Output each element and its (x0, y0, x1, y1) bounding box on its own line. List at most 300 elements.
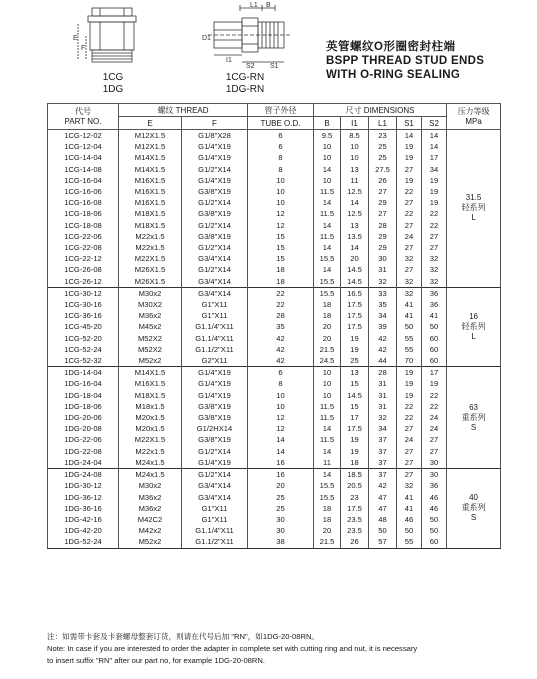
table-cell: 41 (397, 492, 422, 503)
table-cell: 46 (397, 514, 422, 525)
table-cell: 15 (248, 231, 314, 242)
table-cell: 12 (248, 208, 314, 219)
table-cell: G1/4"X19 (182, 378, 248, 389)
table-cell: 48 (369, 514, 397, 525)
table-cell: 39 (369, 321, 397, 332)
pressure-rating-cell (447, 469, 501, 548)
table-cell: M22X1.5 (119, 253, 182, 264)
table-cell: M24x1.5 (119, 457, 182, 469)
table-cell: 30 (422, 469, 447, 481)
table-cell: M52X2 (119, 344, 182, 355)
table-cell: 13 (341, 220, 369, 231)
table-cell: G3/4"X14 (182, 287, 248, 299)
table-cell: 57 (369, 536, 397, 548)
header-s1: S1 (397, 117, 422, 130)
table-cell: 36 (422, 287, 447, 299)
table-row (48, 130, 501, 142)
caption-1dg: 1DG (102, 84, 124, 95)
table-cell: 1DG-52-24 (48, 536, 119, 548)
table-cell: 55 (397, 333, 422, 344)
pressure-rating-cell (447, 367, 501, 469)
table-row (48, 276, 501, 288)
table-cell: 32 (422, 253, 447, 264)
table-cell: G1.1/2"X11 (182, 344, 248, 355)
table-cell: 41 (422, 310, 447, 321)
table-cell: 27 (397, 264, 422, 275)
table-cell: M30x2 (119, 287, 182, 299)
table-cell: 14.5 (341, 276, 369, 288)
table-cell: M22x1.5 (119, 446, 182, 457)
table-cell: 19 (397, 378, 422, 389)
table-cell: 37 (369, 457, 397, 469)
table-cell: 16.5 (341, 287, 369, 299)
table-cell: G1/4"X19 (182, 390, 248, 401)
label-i1: I1 (226, 57, 232, 64)
pressure-rating-line: 重系列 (461, 503, 486, 513)
table-cell: 12 (248, 423, 314, 434)
table-row (48, 536, 501, 548)
table-cell: 22 (397, 186, 422, 197)
pressure-rating-line: S (470, 513, 477, 523)
table-cell: M22X1.5 (119, 434, 182, 445)
table-cell: 1CG-14-04 (48, 152, 119, 163)
table-cell: G1/4"X19 (182, 152, 248, 163)
table-cell: 27 (422, 434, 447, 445)
table-row (48, 525, 501, 536)
table-cell: 18.5 (341, 469, 369, 481)
table-cell: 42 (248, 355, 314, 367)
table-cell: 20 (314, 333, 341, 344)
table-cell: M18X1.5 (119, 208, 182, 219)
table-cell: G1/4"X19 (182, 141, 248, 152)
table-cell: 15.5 (314, 253, 341, 264)
table-cell: G2"X11 (182, 355, 248, 367)
table-cell: 22 (422, 401, 447, 412)
table-cell: G3/4"X14 (182, 492, 248, 503)
pressure-rating-line: 轻系列 (461, 322, 486, 332)
table-cell: M26X1.5 (119, 276, 182, 288)
header-part-cn: 代号 (75, 106, 91, 116)
table-cell: 15 (341, 401, 369, 412)
table-cell: 1DG-16-04 (48, 378, 119, 389)
table-cell: 42 (369, 344, 397, 355)
table-cell: 1CG-30-12 (48, 287, 119, 299)
table-cell: 60 (422, 333, 447, 344)
table-cell: 23 (369, 130, 397, 142)
table-cell: G1/2"X14 (182, 446, 248, 457)
table-cell: 25 (341, 355, 369, 367)
table-cell: 20 (248, 480, 314, 491)
table-cell: 27 (397, 164, 422, 175)
table-cell: G1.1/4"X11 (182, 321, 248, 332)
pressure-rating-line: L (471, 332, 476, 342)
table-cell: 17 (422, 367, 447, 379)
table-cell: 14 (314, 264, 341, 275)
header-mpa: MPa (465, 116, 482, 126)
table-cell: 32 (397, 287, 422, 299)
table-cell: 30 (369, 253, 397, 264)
table-row (48, 423, 501, 434)
table-cell: 19 (341, 333, 369, 344)
table-cell: 23.5 (341, 525, 369, 536)
table-cell: 1CG-22-12 (48, 253, 119, 264)
header-b: B (314, 117, 341, 130)
table-cell: 25 (248, 492, 314, 503)
table-cell: 55 (397, 344, 422, 355)
table-cell: G3/8"X19 (182, 434, 248, 445)
table-cell: 20 (314, 321, 341, 332)
table-cell: 1CG-22-06 (48, 231, 119, 242)
table-cell: 14 (341, 242, 369, 253)
table-row (48, 321, 501, 332)
pressure-rating-line: S (470, 422, 477, 432)
table-cell: 14 (248, 434, 314, 445)
table-cell: 47 (369, 503, 397, 514)
table-cell: 37 (369, 434, 397, 445)
table-cell: 21.5 (314, 344, 341, 355)
table-cell: 1CG-14-08 (48, 164, 119, 175)
table-row (48, 378, 501, 389)
table-row (48, 287, 501, 299)
table-cell: 10 (248, 175, 314, 186)
label-s2: S2 (246, 63, 255, 70)
table-cell: 38 (248, 536, 314, 548)
table-row (48, 208, 501, 219)
table-cell: 42 (248, 333, 314, 344)
table-cell: 33 (369, 287, 397, 299)
table-cell: 29 (369, 197, 397, 208)
table-cell: 10 (341, 141, 369, 152)
table-cell: 14 (314, 220, 341, 231)
table-cell: 10 (248, 186, 314, 197)
table-cell: 10 (248, 401, 314, 412)
table-cell: 31 (369, 401, 397, 412)
table-cell: 36 (422, 480, 447, 491)
table-cell: 31 (369, 264, 397, 275)
table-cell: 27 (369, 208, 397, 219)
table-cell: 14 (314, 423, 341, 434)
table-cell: 17.5 (341, 503, 369, 514)
table-cell: 32 (422, 276, 447, 288)
table-cell: 35 (248, 321, 314, 332)
table-cell: M18X1.5 (119, 390, 182, 401)
caption-1cg-rn: 1CG-RN (225, 72, 265, 83)
header-tube-od: TUBE O.D. (248, 117, 314, 130)
header-pressure-cn: 压力等级 (457, 106, 490, 116)
table-cell: 14 (341, 197, 369, 208)
table-cell: 8 (248, 152, 314, 163)
table-body (48, 130, 501, 549)
table-cell: G3/4"X14 (182, 253, 248, 264)
table-cell: G1/2HX14 (182, 423, 248, 434)
table-cell: 19 (422, 378, 447, 389)
table-cell: 21.5 (314, 536, 341, 548)
table-cell: 10 (248, 197, 314, 208)
table-cell: 15.5 (314, 287, 341, 299)
table-cell: 6 (248, 141, 314, 152)
table-cell: M36x2 (119, 310, 182, 321)
table-cell: M26X1.5 (119, 264, 182, 275)
table-cell: M52X2 (119, 333, 182, 344)
table-cell: 19 (397, 141, 422, 152)
table-cell: G1/2"X14 (182, 197, 248, 208)
table-cell: 1CG-22-08 (48, 242, 119, 253)
table-cell: 1CG-36-16 (48, 310, 119, 321)
table-cell: 11.5 (314, 231, 341, 242)
table-cell: 12.5 (341, 186, 369, 197)
table-row (48, 457, 501, 469)
table-cell: M36x2 (119, 503, 182, 514)
label-b: B (266, 2, 271, 9)
table-cell: 15 (341, 378, 369, 389)
table-row (48, 164, 501, 175)
table-cell: 17.5 (341, 299, 369, 310)
table-cell: 13 (341, 367, 369, 379)
table-cell: 18 (314, 503, 341, 514)
note-en-1: Note: In case if you are interested to order the adapter in complete set with cutting ring and nut, it is necessary (47, 644, 418, 653)
header-i1: I1 (341, 117, 369, 130)
table-cell: 19 (397, 390, 422, 401)
table-cell: 17 (341, 412, 369, 423)
table-cell: 1DG-30-12 (48, 480, 119, 491)
table-cell: 30 (248, 514, 314, 525)
table-cell: M18X1.5 (119, 220, 182, 231)
table-cell: M45x2 (119, 321, 182, 332)
table-cell: 42 (248, 344, 314, 355)
table-cell: 25 (369, 152, 397, 163)
table-row (48, 401, 501, 412)
table-cell: 11.5 (314, 412, 341, 423)
table-cell: M20x1.5 (119, 412, 182, 423)
table-cell: 24 (397, 434, 422, 445)
table-cell: 29 (369, 231, 397, 242)
table-cell: 16 (248, 457, 314, 469)
table-cell: M14X1.5 (119, 152, 182, 163)
table-cell: 47 (369, 492, 397, 503)
header-s2: S2 (422, 117, 447, 130)
table-cell: 19 (422, 175, 447, 186)
table-row (48, 434, 501, 445)
table-cell: 1DG-24-08 (48, 469, 119, 481)
table-cell: G1"X11 (182, 514, 248, 525)
table-cell: G3/4"X14 (182, 480, 248, 491)
pressure-rating-cell (447, 130, 501, 288)
table-cell: 1DG-22-06 (48, 434, 119, 445)
table-cell: 22 (248, 299, 314, 310)
table-row (48, 480, 501, 491)
table-row (48, 344, 501, 355)
table-cell: 22 (397, 208, 422, 219)
label-l1: L1 (250, 2, 258, 9)
table-cell: G1/2"X14 (182, 220, 248, 231)
label-s1: S1 (270, 63, 279, 70)
table-cell: 50 (422, 321, 447, 332)
table-cell: 18 (248, 264, 314, 275)
table-row (48, 367, 501, 379)
table-cell: 28 (369, 367, 397, 379)
table-cell: 19 (341, 446, 369, 457)
table-cell: 34 (422, 164, 447, 175)
table-cell: 31 (369, 378, 397, 389)
caption-1dg-rn: 1DG-RN (225, 84, 265, 95)
table-cell: 19 (397, 175, 422, 186)
table-cell: 1CG-26-08 (48, 264, 119, 275)
table-cell: 19 (397, 367, 422, 379)
table-cell: 1DG-42-20 (48, 525, 119, 536)
table-cell: 1DG-18-06 (48, 401, 119, 412)
table-cell: 28 (369, 220, 397, 231)
table-cell: 14 (314, 446, 341, 457)
table-cell: 27 (369, 186, 397, 197)
table-cell: 25 (248, 503, 314, 514)
table-cell: G1/4"X19 (182, 457, 248, 469)
table-cell: M42x2 (119, 525, 182, 536)
table-row (48, 152, 501, 163)
table-cell: 12 (248, 220, 314, 231)
table-cell: 32 (397, 253, 422, 264)
table-cell: 8 (248, 378, 314, 389)
table-cell: 60 (422, 536, 447, 548)
table-cell: 1DG-42-16 (48, 514, 119, 525)
table-cell: 26 (341, 536, 369, 548)
table-cell: 10 (314, 175, 341, 186)
table-cell: 8.5 (341, 130, 369, 142)
table-cell: 15.5 (314, 276, 341, 288)
table-cell: 12.5 (341, 208, 369, 219)
table-cell: G1/2"X14 (182, 242, 248, 253)
table-row (48, 141, 501, 152)
table-cell: 10 (314, 367, 341, 379)
table-cell: M16X1.5 (119, 186, 182, 197)
title-en-1: BSPP THREAD STUD ENDS (326, 55, 485, 67)
header-l1: L1 (369, 117, 397, 130)
table-cell: G1/8"X28 (182, 130, 248, 142)
table-cell: 17.5 (341, 321, 369, 332)
table-cell: 15.5 (314, 480, 341, 491)
left-caption (78, 72, 148, 96)
table-cell: M16X1.5 (119, 175, 182, 186)
table-cell: 20.5 (341, 480, 369, 491)
table-row (48, 253, 501, 264)
pressure-rating-line: L (471, 213, 476, 223)
table-cell: 19 (341, 434, 369, 445)
table-cell: 1DG-22-08 (48, 446, 119, 457)
table-cell: 24.5 (314, 355, 341, 367)
table-cell: G1"X11 (182, 299, 248, 310)
table-cell: 22 (397, 412, 422, 423)
table-row (48, 197, 501, 208)
table-cell: 29 (369, 242, 397, 253)
label-f: F (81, 45, 86, 52)
table-cell: 41 (397, 310, 422, 321)
table-cell: 10 (314, 152, 341, 163)
table-row (48, 175, 501, 186)
table-row (48, 514, 501, 525)
pressure-rating-cell (447, 287, 501, 366)
table-cell: 46 (422, 492, 447, 503)
table-cell: 34 (369, 310, 397, 321)
table-cell: M12X1.5 (119, 130, 182, 142)
header-dimensions: 尺寸 DIMENSIONS (314, 104, 447, 117)
table-cell: 27 (397, 242, 422, 253)
header-thread: 螺纹 THREAD (119, 104, 248, 117)
table-cell: M16X1.5 (119, 378, 182, 389)
table-cell: 14.5 (341, 264, 369, 275)
table-row (48, 446, 501, 457)
table-cell: M14X1.5 (119, 164, 182, 175)
table-row (48, 333, 501, 344)
table-row (48, 310, 501, 321)
right-caption (205, 72, 285, 96)
hex-body (90, 22, 134, 50)
table-cell: 10 (341, 152, 369, 163)
table-row (48, 231, 501, 242)
table-cell: 60 (422, 355, 447, 367)
table-cell: M12X1.5 (119, 141, 182, 152)
table-cell: M20x1.5 (119, 423, 182, 434)
table-cell: 14 (397, 130, 422, 142)
table-cell: 12 (248, 412, 314, 423)
table-cell: M18x1.5 (119, 401, 182, 412)
table-cell: 1CG-52-32 (48, 355, 119, 367)
table-cell: G1"X11 (182, 503, 248, 514)
table-cell: 27 (422, 242, 447, 253)
table-row (48, 299, 501, 310)
table-cell: 1CG-52-20 (48, 333, 119, 344)
table-cell: 9.5 (314, 130, 341, 142)
table-cell: 10 (314, 378, 341, 389)
table-cell: 27.5 (369, 164, 397, 175)
table-cell: 14 (314, 164, 341, 175)
note-en-2: to insert suffix "RN" after our part no, for example 1DG-20-08RN. (47, 656, 265, 665)
table-cell: M22x1.5 (119, 231, 182, 242)
table-cell: G3/4"X14 (182, 276, 248, 288)
table-cell: 42 (369, 480, 397, 491)
table-cell: 35 (369, 299, 397, 310)
table-cell: 11 (314, 457, 341, 469)
table-cell: 37 (369, 446, 397, 457)
table-cell: 22 (422, 208, 447, 219)
table-cell: 14.5 (341, 390, 369, 401)
table-cell: 44 (369, 355, 397, 367)
table-cell: 1CG-30-16 (48, 299, 119, 310)
table-cell: 60 (422, 344, 447, 355)
table-cell: 18 (314, 310, 341, 321)
table-cell: 8 (248, 164, 314, 175)
table-cell: G3/8"X19 (182, 186, 248, 197)
table-cell: M14X1.5 (119, 367, 182, 379)
table-cell: G1/2"X14 (182, 264, 248, 275)
pressure-rating-line: 轻系列 (461, 203, 486, 213)
table-cell: 1CG-12-02 (48, 130, 119, 142)
page-title (326, 40, 531, 82)
table-cell: 23.5 (341, 514, 369, 525)
table-row (48, 492, 501, 503)
table-cell: 27 (397, 446, 422, 457)
table-cell: 50 (422, 525, 447, 536)
table-cell: 31 (369, 390, 397, 401)
table-cell: 1DG-24-04 (48, 457, 119, 469)
table-cell: 32 (369, 412, 397, 423)
table-cell: 13 (341, 164, 369, 175)
pressure-rating-line: 重系列 (461, 412, 486, 422)
table-cell: M22x1.5 (119, 242, 182, 253)
table-cell: 36 (422, 299, 447, 310)
table-cell: 30 (422, 457, 447, 469)
table-cell: 11.5 (314, 401, 341, 412)
table-cell: 20 (314, 525, 341, 536)
col-part (48, 104, 119, 130)
